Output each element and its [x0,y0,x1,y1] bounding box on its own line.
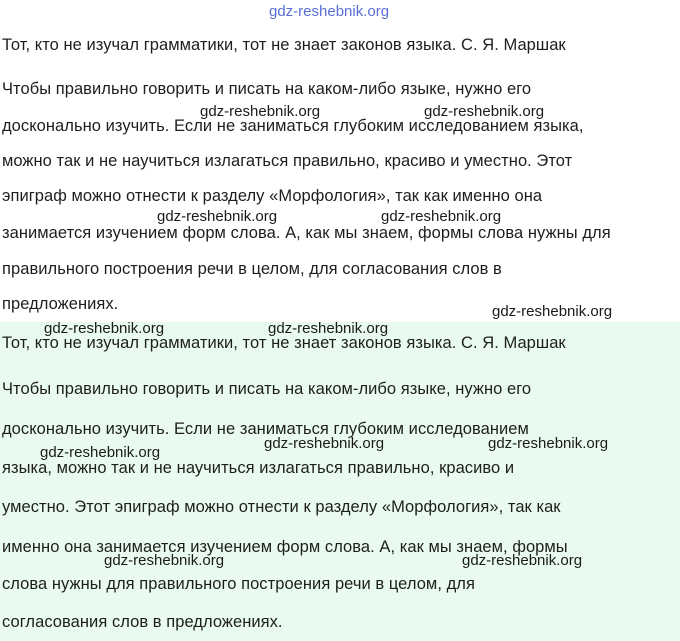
paragraph-line: уместно. Этот эпиграф можно отнести к разделу «Морфология», так как [2,498,561,516]
watermark: gdz-reshebnik.org [492,303,613,320]
paragraph-line: досконально изучить. Если не заниматься глубоким исследованием языка, [2,117,584,135]
paragraph-line: досконально изучить. Если не заниматься глубоким исследованием [2,420,529,438]
paragraph-line: Чтобы правильно говорить и писать на каком-либо языке, нужно его [2,80,532,98]
header-watermark: gdz-reshebnik.org [269,3,390,20]
paragraph-line: именно она занимается изучением форм слова. А, как мы знаем, формы [2,538,568,556]
paragraph-line: правильного построения речи в целом, для согласования слов в [2,260,502,278]
paragraph-line: языка, можно так и не научиться излагаться правильно, красиво и [2,459,515,477]
watermark: gdz-reshebnik.org [200,103,321,120]
answer-block-2 [0,322,680,641]
paragraph-line: Чтобы правильно говорить и писать на каком-либо языке, нужно его [2,380,532,398]
watermark: gdz-reshebnik.org [157,208,278,225]
watermark: gdz-reshebnik.org [462,552,583,569]
watermark: gdz-reshebnik.org [44,320,165,337]
paragraph-line: предложениях. [2,295,119,313]
epigraph: Тот, кто не изучал грамматики, тот не знает законов языка. С. Я. Маршак [2,334,566,352]
paragraph-line: занимается изучением форм слова. А, как мы знаем, формы слова нужны для [2,224,611,242]
watermark: gdz-reshebnik.org [381,208,502,225]
paragraph-line: эпиграф можно отнести к разделу «Морфология», так как именно она [2,187,543,205]
watermark: gdz-reshebnik.org [264,435,385,452]
paragraph-line: слова нужны для правильного построения речи в целом, для [2,575,475,593]
epigraph: Тот, кто не изучал грамматики, тот не знает законов языка. С. Я. Маршак [2,36,566,54]
watermark: gdz-reshebnik.org [424,103,545,120]
watermark: gdz-reshebnik.org [104,552,225,569]
watermark: gdz-reshebnik.org [40,444,161,461]
watermark: gdz-reshebnik.org [268,320,389,337]
watermark: gdz-reshebnik.org [488,435,609,452]
paragraph-line: согласования слов в предложениях. [2,613,283,631]
paragraph-line: можно так и не научиться излагаться правильно, красиво и уместно. Этот [2,152,573,170]
